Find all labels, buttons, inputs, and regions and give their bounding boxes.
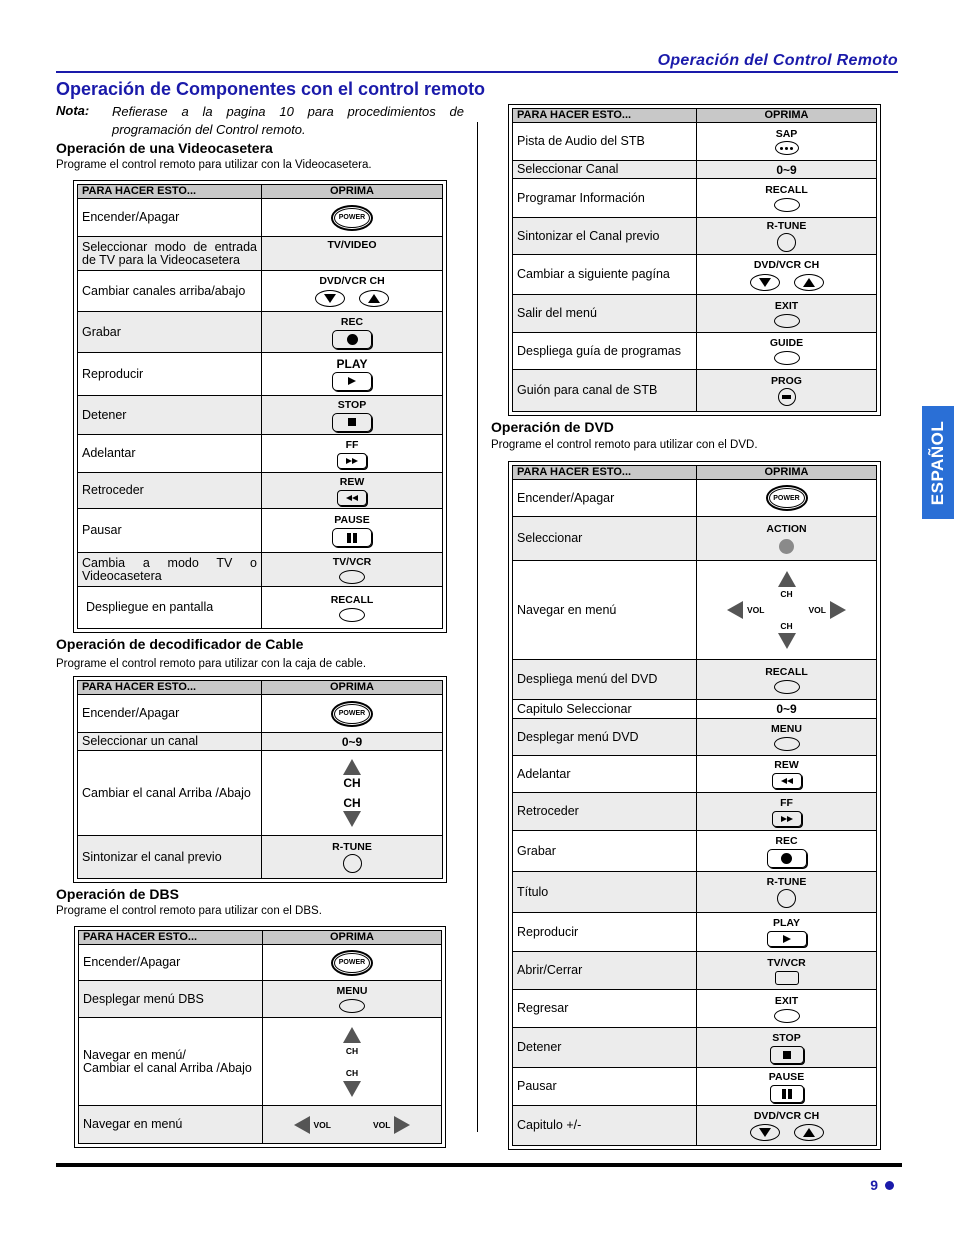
row-action: Despliegue en pantalla [78,587,262,628]
guide-icon [774,351,800,365]
row-action: Guión para canal de STB [513,370,697,411]
table-row [78,237,442,271]
button-label: REW [774,759,799,771]
button-label: RECALL [330,593,374,606]
table-row [78,509,442,553]
r-tune-icon [343,854,362,873]
channel-down-icon [343,1081,361,1097]
button-label: GUIDE [769,337,804,349]
channel-up-icon [343,759,361,775]
button-label: PAUSE [334,514,370,526]
recall-icon [774,680,800,694]
bullet-icon [885,1181,894,1190]
row-action: Sintonizar el canal previo [78,836,262,878]
button-label: PLAY [336,356,368,371]
channel-up-icon [778,571,796,587]
page-title: Operación de Componentes con el control remoto [56,79,486,99]
table-row [513,913,876,952]
menu-icon [774,737,800,751]
row-action: Salir del menú [513,295,697,332]
button-label: R-TUNE [766,876,807,888]
open-close-icon [775,971,799,985]
table-row [513,255,876,295]
volume-up-icon [394,1116,410,1134]
button-label: REC [340,315,364,328]
row-action: Retroceder [78,473,262,508]
table-row [513,1106,876,1145]
table-row [513,719,876,756]
button-label: TV/VIDEO [327,238,377,251]
power-button-icon: POWER [331,701,373,727]
table-row [78,199,442,237]
table-row [513,872,876,913]
language-tab-label: ESPAÑOL [928,420,947,505]
table-row [513,1068,876,1106]
table-row [78,587,442,628]
table-row [513,333,876,370]
stop-icon [332,413,372,432]
menu-icon [339,999,365,1013]
channel-up-icon [343,1027,361,1043]
cable-section-title: Operación de decodificador de Cable [56,636,304,652]
record-icon [332,330,372,349]
row-action: Programar Información [513,179,697,217]
sap-icon [775,141,799,155]
table-row [513,179,876,218]
button-label: 0~9 [776,702,797,716]
exit-icon [774,314,800,328]
channel-up-icon [794,274,824,291]
table-row [78,435,442,473]
row-action: Cambiar a siguiente pagína [513,255,697,294]
row-action: Navegar en menú [79,1106,263,1143]
row-action: Encender/Apagar [78,695,262,732]
button-label: R-TUNE [766,220,807,232]
pause-icon [332,528,372,547]
row-action: Desplegar menú DBS [79,981,263,1017]
table-row [513,1028,876,1068]
row-action: Navegar en menú/ [83,1047,186,1062]
channel-down-icon [750,274,780,291]
button-label: MENU [771,723,802,735]
channel-down-icon [343,811,361,827]
row-action: Cambiar el canal Arriba /Abajo [83,1060,252,1075]
header-col-press: OPRIMA [330,185,374,197]
button-label: TV/VCR [767,956,806,969]
fast-forward-icon [337,453,367,469]
table-row [79,981,441,1018]
table-row [513,831,876,872]
record-icon [767,849,807,868]
row-action: Encender/Apagar [79,945,263,980]
button-label: RECALL [765,184,808,196]
table-row [78,553,442,587]
table-row [78,836,442,878]
row-action: Título [513,872,697,912]
button-label: MENU [336,985,368,997]
dvd-section-subtitle: Programe el control remoto para utilizar con el DVD. [491,439,758,451]
row-action: Reproducir [78,353,262,395]
button-label: FF [780,796,793,809]
table-header: PARA HACER ESTO... OPRIMA [513,109,876,123]
table-header: PARA HACER ESTO... OPRIMA [513,466,876,480]
row-action: Seleccionar Canal [513,161,697,178]
table-row [513,370,876,411]
table-row [513,123,876,161]
button-label: STOP [337,398,367,411]
dbs-table [74,926,446,1148]
button-label: STOP [772,1031,801,1044]
row-action: Reproducir [513,913,697,951]
power-button-icon: POWER [331,205,373,231]
power-button-icon: POWER [331,950,373,976]
button-label: REW [339,475,365,488]
table-row [513,161,876,179]
row-action: Encender/Apagar [513,480,697,516]
play-icon [332,372,372,391]
row-action: Cambia a modo TV o Videocasetera [78,553,262,586]
table-row [513,295,876,333]
dbs-section-title: Operación de DBS [56,886,179,902]
language-tab [922,406,954,519]
button-label: FF [345,438,359,451]
button-label: R-TUNE [332,841,372,853]
power-button-icon: POWER [766,485,808,511]
prog-icon [778,388,796,406]
cable-table [73,676,447,883]
button-label: SAP [775,128,798,140]
table-row [78,473,442,509]
button-label: PAUSE [768,1070,805,1083]
volume-down-icon [294,1116,310,1134]
fast-forward-icon [772,811,802,827]
table-row: Navegar en menú/ Cambiar el canal Arriba /Abajo CH CH [79,1018,441,1106]
row-action: Retroceder [513,793,697,830]
button-label: 0~9 [776,162,797,177]
row-action: Adelantar [513,756,697,792]
table-row [79,945,441,981]
row-action: Grabar [78,312,262,352]
row-action: Sintonizar el Canal previo [513,218,697,254]
table-row [513,756,876,793]
table-row [513,517,876,561]
row-action: Detener [78,396,262,434]
row-action: Adelantar [78,435,262,472]
row-action: Cambiar el canal Arriba /Abajo [78,751,262,835]
table-row [513,990,876,1028]
note-text: Refierase a la pagina 10 para procedimientos de programación del Control remoto. [112,104,464,137]
volume-down-icon [727,601,743,619]
table-row [513,660,876,700]
button-label: EXIT [774,994,799,1007]
table-header: PARA HACER ESTO... OPRIMA [79,931,441,945]
button-label: DVD/VCR CH [319,275,385,287]
button-label: RECALL [765,665,808,678]
row-action: Cambiar canales arriba/abajo [78,271,262,311]
table-header [78,185,442,199]
column-divider [477,122,478,1132]
dvd-section-title: Operación de DVD [491,419,614,435]
vcr-section-title: Operación de una Videocasetera [56,140,273,156]
channel-up-icon [794,1124,824,1141]
table-row: Navegar en menú VOL VOL [79,1106,441,1143]
vcr-section-subtitle: Programe el control remoto para utilizar con la Videocasetera. [56,159,372,171]
row-action: Capitulo +/- [513,1106,697,1145]
button-label: ACTION [766,523,807,535]
row-action: Desplegar menú DVD [513,719,697,755]
table-row [513,480,876,517]
r-tune-icon [777,233,796,252]
running-header: Operación del Control Remoto [657,52,898,69]
stop-icon [770,1046,804,1064]
r-tune-icon [777,889,796,908]
button-label: TV/VCR [332,555,372,568]
button-label: EXIT [774,299,799,312]
row-action: Abrir/Cerrar [513,952,697,989]
row-action: Pausar [78,509,262,552]
rewind-icon [772,773,802,789]
row-action: Despliega menú del DVD [513,660,697,699]
row-action: Detener [513,1028,697,1067]
rewind-icon [337,490,367,506]
channel-down-icon [778,633,796,649]
footer-rule [56,1163,902,1167]
channel-down-icon [750,1124,780,1141]
row-action: Navegar en menú [513,561,697,659]
header-rule [56,71,898,73]
recall-icon [339,608,365,622]
note-label: Nota: [56,103,90,118]
table-header: PARA HACER ESTO... OPRIMA [78,681,442,695]
table-row [513,793,876,831]
row-action: Grabar [513,831,697,871]
row-action: Seleccionar modo de entrada de TV para la Videocasetera [78,237,262,270]
header-col-action: PARA HACER ESTO... [78,185,262,198]
exit-icon [774,1009,800,1023]
table-row: Cambiar el canal Arriba /Abajo CH CH [78,751,442,836]
table-row [78,312,442,353]
table-row [513,218,876,255]
pause-icon [770,1085,804,1103]
table-row: Navegar en menú CH VOL VOL CH [513,561,876,660]
recall-icon [774,198,800,212]
row-action: Pista de Audio del STB [513,123,697,160]
row-action: Encender/Apagar [78,199,262,236]
table-row [513,952,876,990]
button-label: 0~9 [341,734,363,749]
tv-vcr-icon [339,570,365,584]
table-row [78,271,442,312]
channel-up-icon [359,290,389,307]
button-label: REC [775,834,798,847]
row-action: Despliega guía de programas [513,333,697,369]
page-number: 9 [870,1177,878,1193]
button-label: PROG [771,375,802,387]
row-action: Capitulo Seleccionar [513,700,697,718]
row-action: Regresar [513,990,697,1027]
table-row [78,695,442,733]
table-row [78,353,442,396]
row-action: Pausar [513,1068,697,1105]
vcr-table [73,180,447,633]
button-label: DVD/VCR CH [753,1110,820,1122]
cable-section-subtitle: Programe el control remoto para utilizar con la caja de cable. [56,658,367,670]
stb-table [508,104,881,416]
table-row [78,396,442,435]
volume-up-icon [830,601,846,619]
channel-down-icon [315,290,345,307]
row-action: Seleccionar un canal [78,733,262,750]
play-icon [767,931,807,947]
row-action: Seleccionar [513,517,697,560]
action-button-icon [779,539,794,554]
table-row [78,733,442,751]
dbs-section-subtitle: Programe el control remoto para utilizar con el DBS. [56,905,322,917]
table-row [513,700,876,719]
button-label: PLAY [772,917,801,929]
button-label: DVD/VCR CH [753,258,820,271]
dvd-table [508,461,881,1150]
